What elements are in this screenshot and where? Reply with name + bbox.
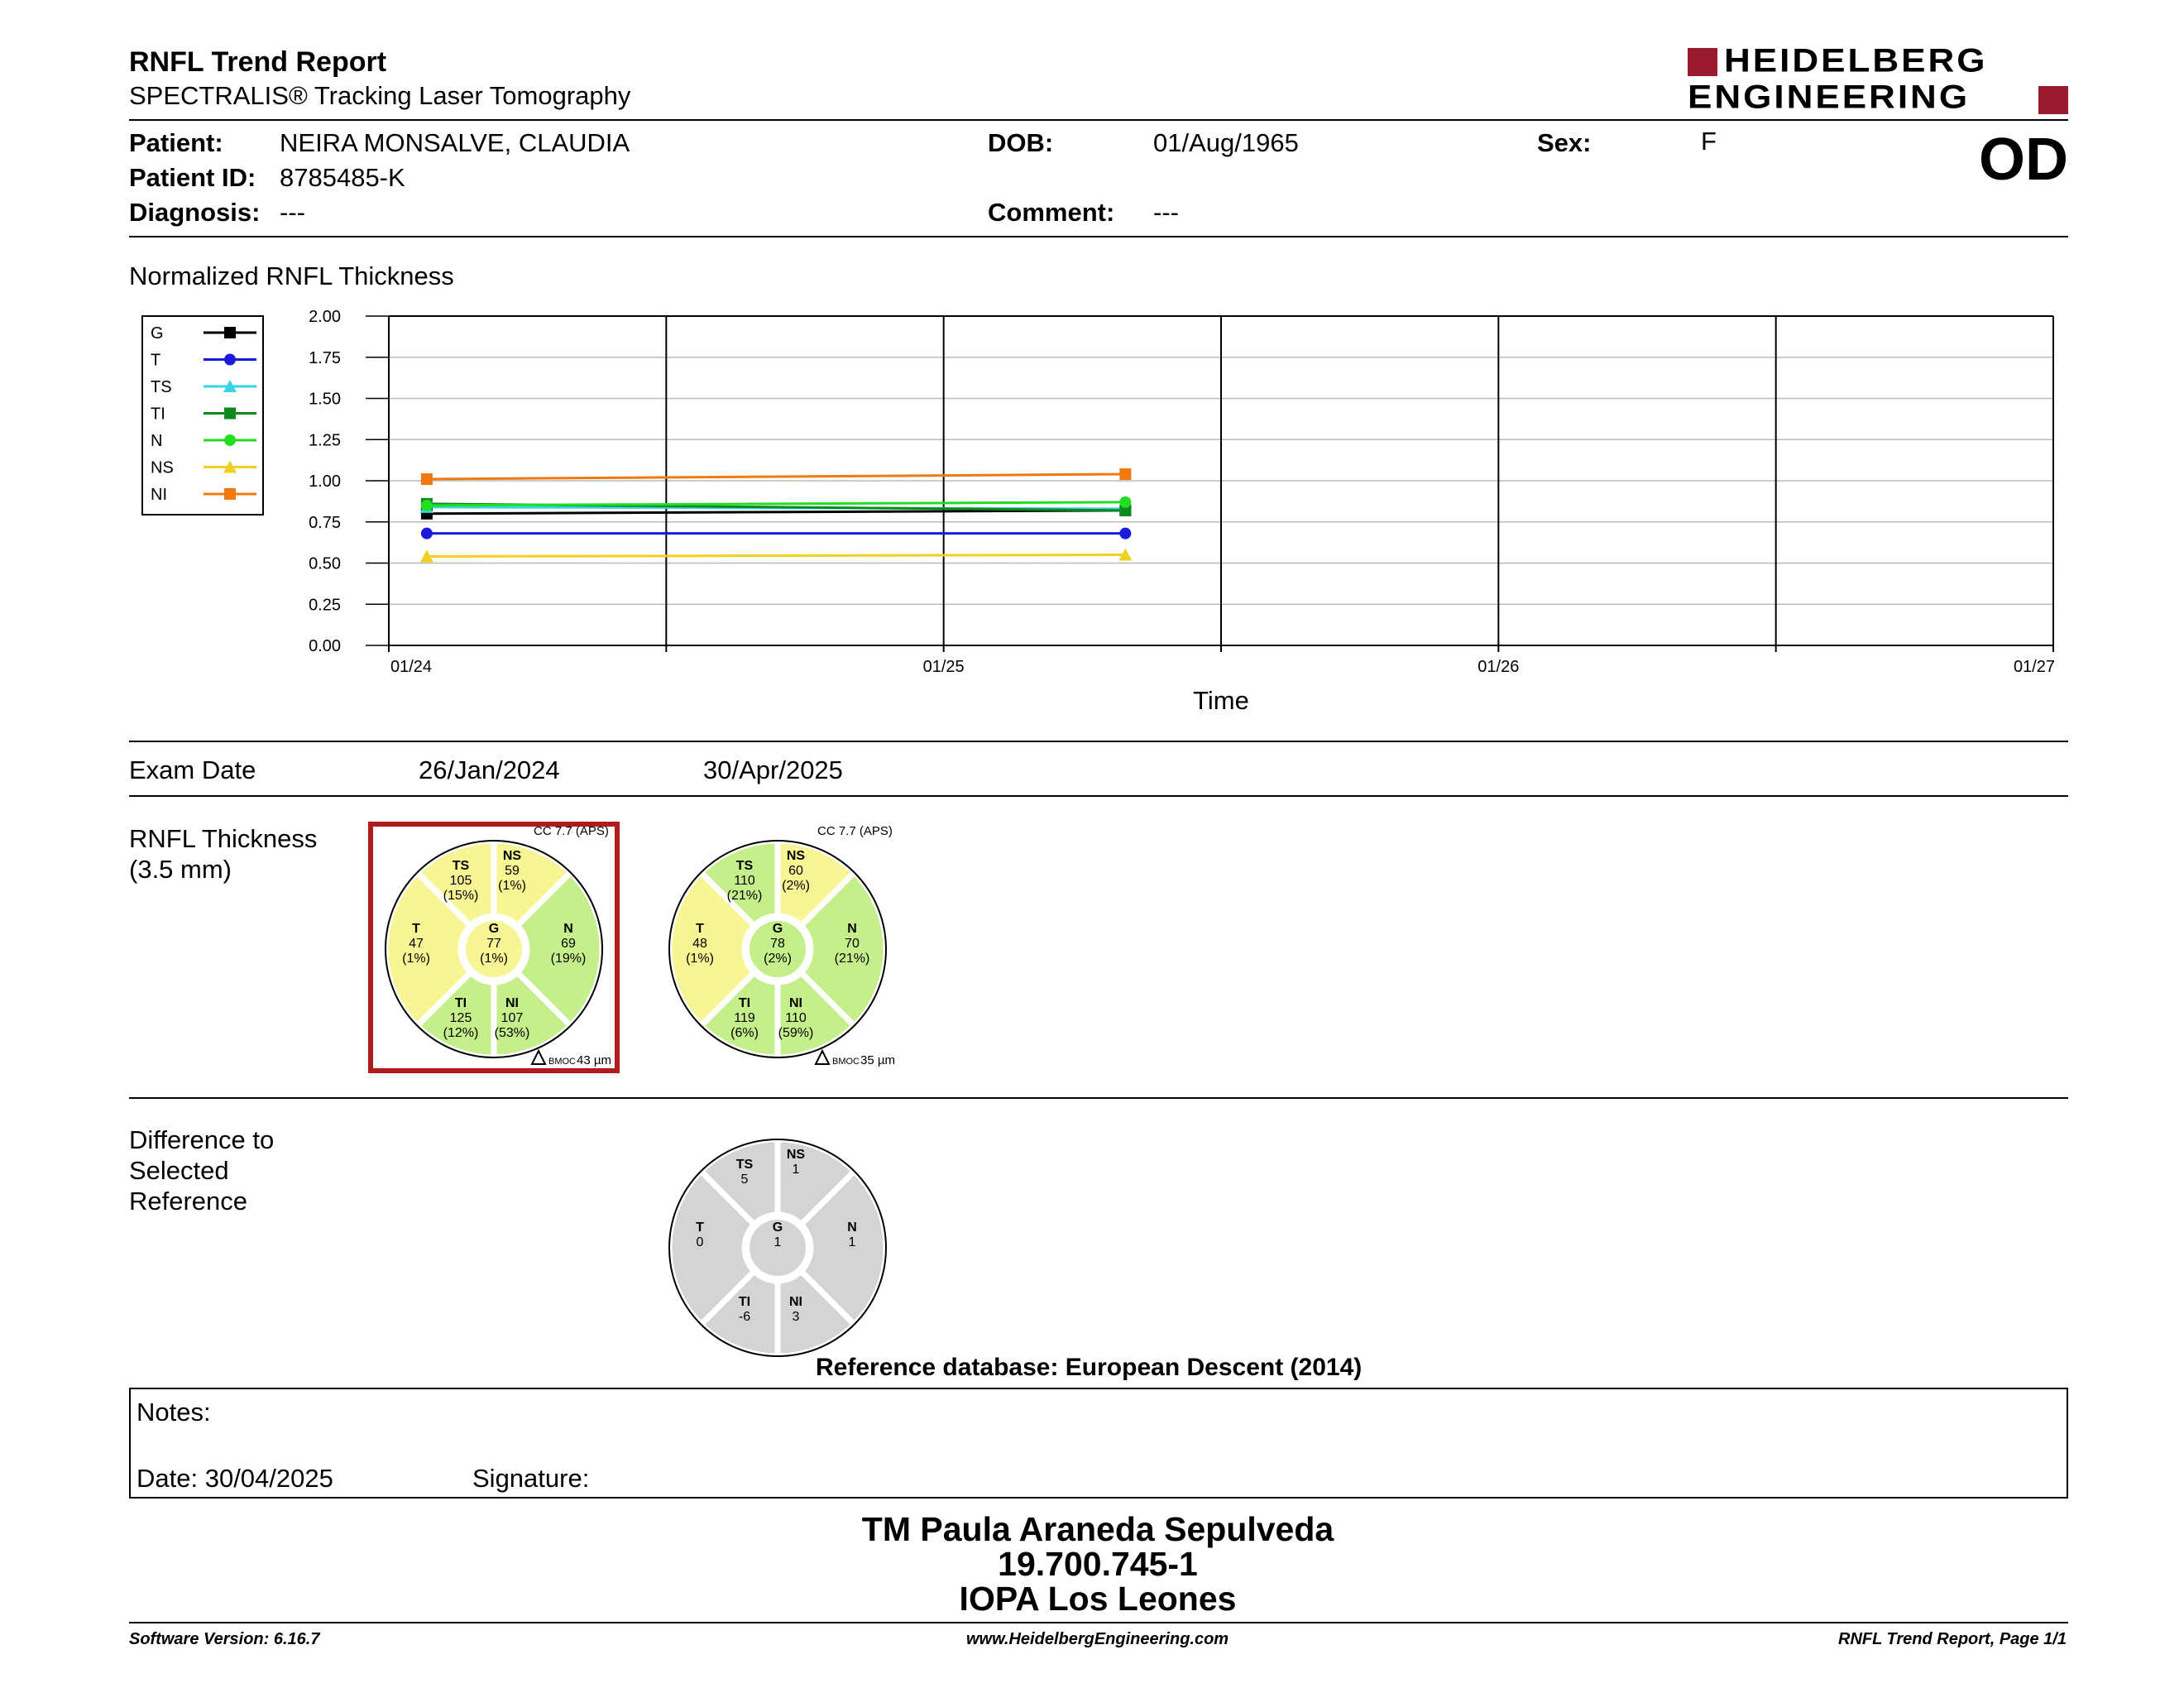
legend-label: G (151, 324, 164, 343)
sector-value-ni: 3 (792, 1310, 800, 1324)
notes-box[interactable] (129, 1388, 2068, 1499)
sector-percent-n: (19%) (550, 952, 587, 966)
sector-percent-t: (1%) (686, 952, 714, 966)
sector-value-ns: 59 (505, 864, 520, 878)
report-subtitle: SPECTRALIS® Tracking Laser Tomography (129, 81, 631, 110)
sector-value-ns: 1 (792, 1163, 800, 1177)
y-tick-label: 0.00 (309, 637, 341, 655)
sector-percent-ts: (21%) (726, 889, 763, 903)
sector-value-t: 0 (696, 1235, 704, 1249)
difference-label-1: Difference to (129, 1125, 275, 1154)
signature-label: Signature: (472, 1464, 590, 1493)
sector-value-n: 70 (845, 937, 860, 951)
legend-label: T (151, 351, 161, 370)
notes-label: Notes: (136, 1398, 211, 1427)
sector-value-ts: 105 (449, 874, 472, 888)
exam-2-circle (669, 841, 886, 1057)
x-tick-label: 01/25 (922, 658, 965, 676)
dob-label: DOB: (988, 128, 1054, 157)
rnfl-thickness-sublabel: (3.5 mm) (129, 855, 232, 884)
x-tick-label: 01/26 (1478, 658, 1520, 676)
sector-value-ti: 119 (734, 1011, 755, 1025)
sector-label-ni: NI (505, 996, 519, 1010)
sector-label-ti: TI (738, 996, 751, 1010)
sector-percent-t: (1%) (402, 952, 430, 966)
sector-value-g: 77 (486, 937, 501, 951)
sector-value-ti: 125 (449, 1011, 472, 1025)
sector-value-ns: 60 (788, 864, 803, 878)
patient-id: 8785485-K (280, 163, 405, 192)
y-tick-label: 1.50 (309, 390, 341, 409)
sector-value-n: 69 (561, 937, 576, 951)
patient-label: Patient: (129, 128, 223, 157)
x-tick-label: 01/24 (390, 658, 433, 676)
cc-label-1: CC 7.7 (APS) (534, 824, 609, 838)
sector-label-ti: TI (454, 996, 467, 1010)
sector-percent-ni: (53%) (494, 1026, 530, 1040)
y-tick-label: 1.75 (309, 348, 341, 367)
thickness-divider (129, 1097, 2068, 1099)
sector-label-ns: NS (786, 1148, 806, 1162)
sector-label-ts: TS (452, 859, 470, 873)
exam-date-1: 26/Jan/2024 (419, 755, 560, 784)
sex-label: Sex: (1537, 128, 1592, 157)
report-title: RNFL Trend Report (129, 46, 387, 78)
y-tick-label: 1.25 (309, 431, 341, 450)
sector-value-ni: 110 (785, 1011, 807, 1025)
sector-value-ti: -6 (738, 1310, 751, 1324)
sector-percent-ti: (12%) (443, 1026, 479, 1040)
software-version: Software Version: 6.16.7 (129, 1630, 320, 1648)
sector-label-ni: NI (789, 1295, 802, 1309)
notes-date: Date: 30/04/2025 (136, 1464, 333, 1493)
patient-id-label: Patient ID: (129, 163, 256, 192)
sector-percent-n: (21%) (834, 952, 870, 966)
exam-date-label: Exam Date (129, 755, 256, 784)
bmo-label-1: BMOC (548, 1057, 576, 1067)
y-tick-label: 1.00 (309, 472, 341, 491)
sector-label-ts: TS (735, 859, 754, 873)
legend-label: NS (151, 458, 174, 477)
comment-label: Comment: (988, 198, 1115, 227)
bmo-value-1: 43 µm (577, 1053, 611, 1067)
patient-name: NEIRA MONSALVE, CLAUDIA (280, 128, 630, 157)
sector-value-g: 78 (770, 937, 785, 951)
diagnosis-value: --- (280, 198, 305, 227)
sector-percent-ts: (15%) (443, 889, 479, 903)
rnfl-thickness-label: RNFL Thickness (129, 824, 318, 853)
signer-institution: IOPA Los Leones (959, 1580, 1237, 1618)
logo-line2: ENGINEERING (1688, 79, 1971, 116)
legend-label: TS (151, 378, 172, 396)
bmo-label-2: BMOC (832, 1057, 860, 1067)
x-tick-label: 01/27 (2013, 658, 2055, 676)
footer-divider (129, 1622, 2068, 1623)
sector-value-ts: 110 (734, 874, 755, 888)
difference-circle (669, 1139, 886, 1356)
reference-database: Reference database: European Descent (2014) (816, 1354, 1363, 1381)
sector-label-t: T (696, 1220, 704, 1235)
sector-label-ns: NS (786, 849, 806, 863)
sector-label-ts: TS (735, 1158, 754, 1172)
sector-percent-ns: (1%) (498, 879, 526, 893)
logo-line1: HEIDELBERG (1724, 42, 1988, 79)
chart-section-title: Normalized RNFL Thickness (129, 261, 454, 290)
sector-label-n: N (847, 922, 857, 936)
sector-percent-g: (1%) (480, 952, 508, 966)
sector-label-ns: NS (502, 849, 522, 863)
website-link[interactable]: www.HeidelbergEngineering.com (966, 1630, 1229, 1648)
sector-label-g: G (772, 1220, 783, 1235)
comment-value: --- (1153, 198, 1179, 227)
page-indicator: RNFL Trend Report, Page 1/1 (1838, 1630, 2067, 1648)
sector-percent-ni: (59%) (778, 1026, 814, 1040)
exam-date-2: 30/Apr/2025 (703, 755, 843, 784)
sector-percent-ti: (6%) (730, 1026, 759, 1040)
sector-label-ni: NI (789, 996, 802, 1010)
y-tick-label: 0.25 (309, 596, 341, 615)
signer-name: TM Paula Araneda Sepulveda (861, 1510, 1334, 1548)
legend-label: N (151, 432, 163, 450)
sector-label-g: G (488, 922, 500, 936)
y-tick-label: 0.50 (309, 554, 341, 573)
legend-label: NI (151, 486, 167, 504)
eye-indicator: OD (1979, 127, 2068, 193)
sex-value: F (1701, 127, 1717, 156)
sector-value-t: 47 (409, 937, 424, 951)
y-tick-label: 0.75 (309, 513, 341, 532)
sector-label-ti: TI (738, 1295, 751, 1309)
sector-percent-g: (2%) (764, 952, 792, 966)
sector-label-n: N (563, 922, 573, 936)
y-tick-label: 2.00 (309, 308, 341, 326)
sector-label-n: N (847, 1220, 857, 1235)
sector-label-t: T (412, 922, 420, 936)
sector-value-t: 48 (692, 937, 707, 951)
sector-percent-ns: (2%) (782, 879, 810, 893)
difference-label-2: Selected (129, 1156, 229, 1185)
x-axis-label: Time (1193, 686, 1249, 715)
cc-label-2: CC 7.7 (APS) (817, 824, 893, 838)
legend-label: TI (151, 405, 165, 424)
bmo-value-2: 35 µm (860, 1053, 895, 1067)
exam-1-circle (386, 841, 602, 1057)
signer-id: 19.700.745-1 (998, 1545, 1198, 1583)
sector-value-ni: 107 (500, 1011, 524, 1025)
dob-value: 01/Aug/1965 (1153, 128, 1299, 157)
sector-value-g: 1 (774, 1235, 782, 1249)
diagnosis-label: Diagnosis: (129, 198, 261, 227)
sector-label-g: G (772, 922, 783, 936)
difference-label-3: Reference (129, 1187, 248, 1216)
sector-value-n: 1 (848, 1235, 856, 1249)
sector-value-ts: 5 (740, 1172, 749, 1187)
sector-label-t: T (696, 922, 704, 936)
